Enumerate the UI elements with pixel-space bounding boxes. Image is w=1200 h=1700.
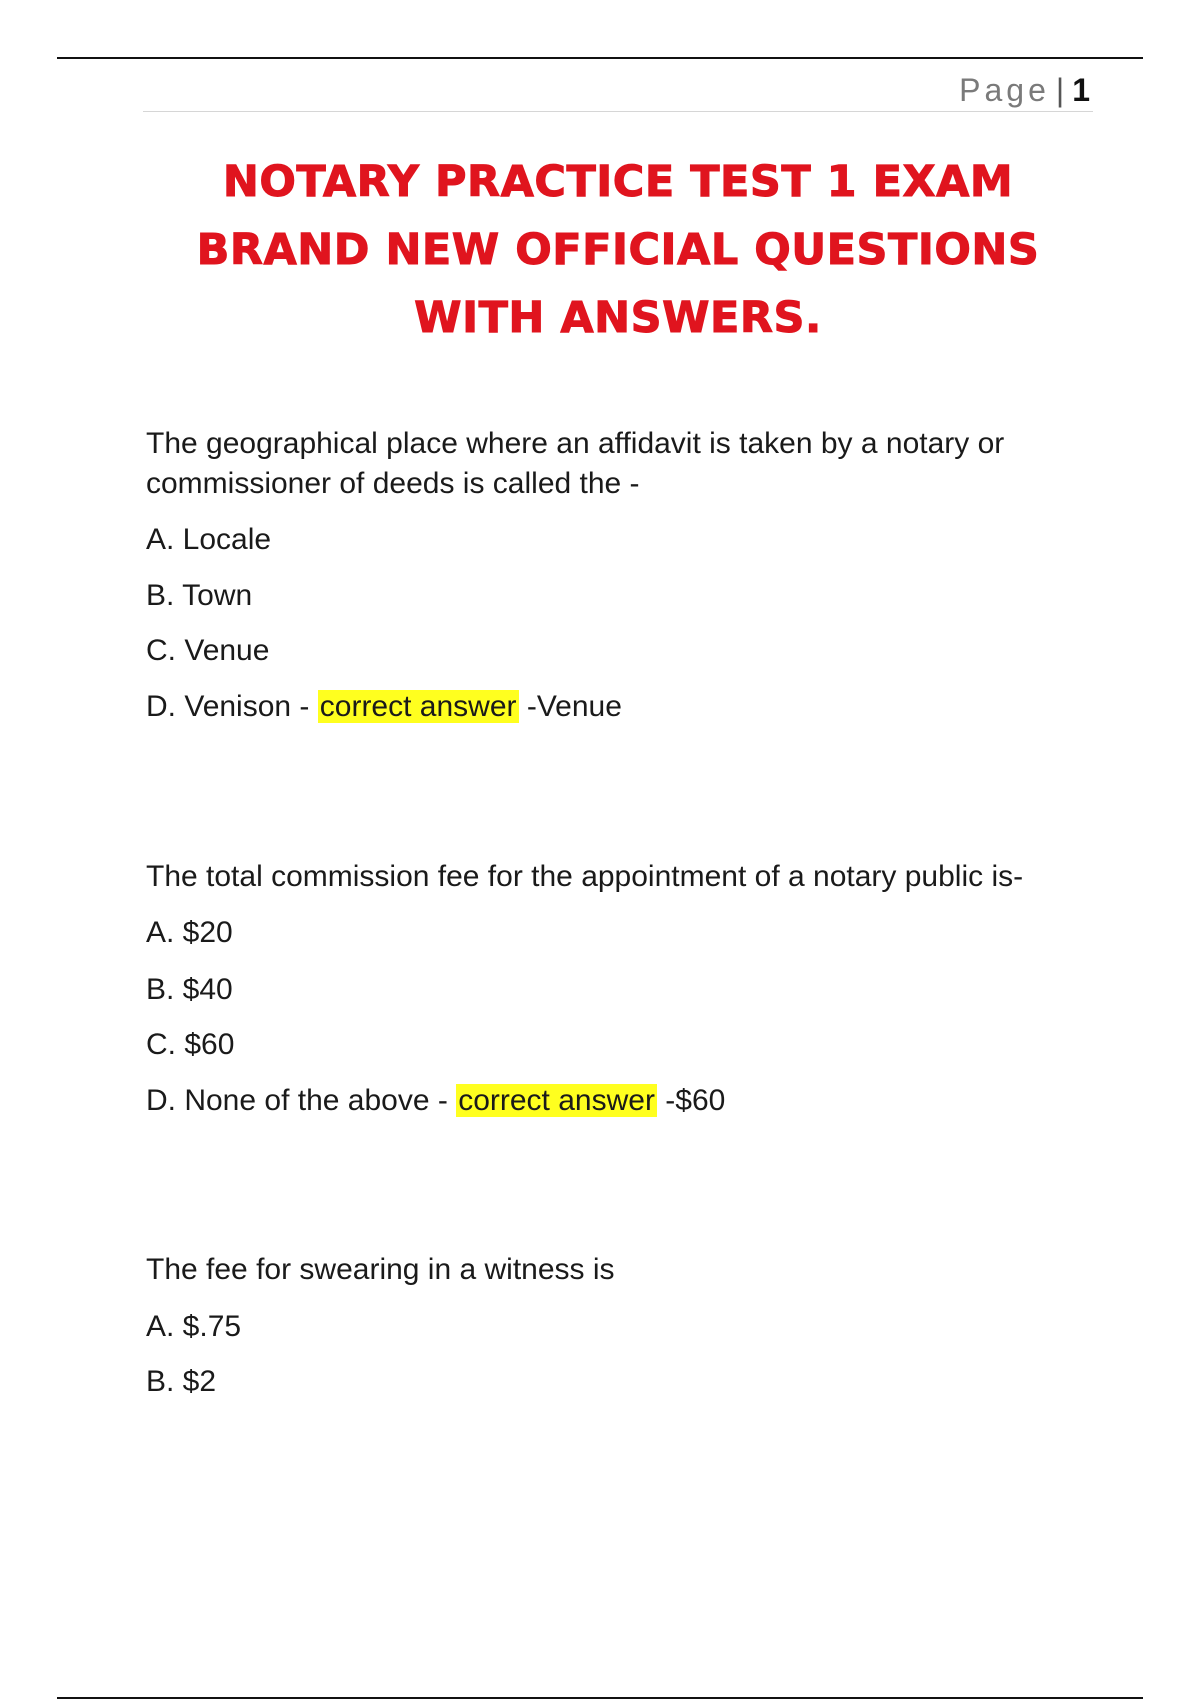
answer-value: -$60	[656, 1084, 726, 1117]
correct-answer-highlight: correct answer	[458, 1084, 655, 1117]
bottom-page-rule	[57, 1697, 1143, 1699]
title-line-1: NOTARY PRACTICE TEST 1 EXAM	[222, 157, 1014, 207]
answer-separator: -	[291, 690, 318, 723]
question-3-text: The fee for swearing in a witness is	[146, 1253, 615, 1286]
question-1-option-b: B. Town	[146, 579, 253, 612]
title-line-3: WITH ANSWERS.	[414, 293, 822, 343]
question-3-option-b: B. $2	[146, 1365, 217, 1398]
question-1-text: The geographical place where an affidavit is taken by a notary or commissioner of deeds is called the -	[146, 427, 1005, 500]
question-1-option-d-text: D. Venison	[146, 690, 292, 723]
answer-separator: -	[429, 1084, 457, 1117]
question-2-option-c: C. $60	[146, 1028, 235, 1061]
top-page-rule	[57, 57, 1143, 59]
question-2-option-b: B. $40	[146, 973, 233, 1006]
question-2-text: The total commission fee for the appointment of a notary public is-	[146, 860, 1024, 893]
question-2-option-d-text: D. None of the above	[146, 1084, 430, 1117]
correct-answer-highlight: correct answer	[319, 690, 517, 723]
question-2-option-a: A. $20	[146, 916, 233, 949]
question-3-option-a: A. $.75	[146, 1310, 242, 1343]
question-1-option-a: A. Locale	[146, 523, 272, 556]
page-label: Page	[959, 72, 1050, 108]
question-1-option-d	[146, 687, 622, 727]
title-line-2: BRAND NEW OFFICIAL QUESTIONS	[196, 225, 1040, 275]
page-number-header	[959, 72, 1090, 108]
answer-value: -Venue	[518, 690, 622, 723]
document-title	[143, 148, 1093, 352]
page-number: 1	[1072, 72, 1090, 108]
header-rule	[143, 111, 1093, 112]
question-2-option-d	[146, 1081, 725, 1121]
page-separator: |	[1055, 72, 1065, 108]
question-1-option-c: C. Venue	[146, 634, 270, 667]
